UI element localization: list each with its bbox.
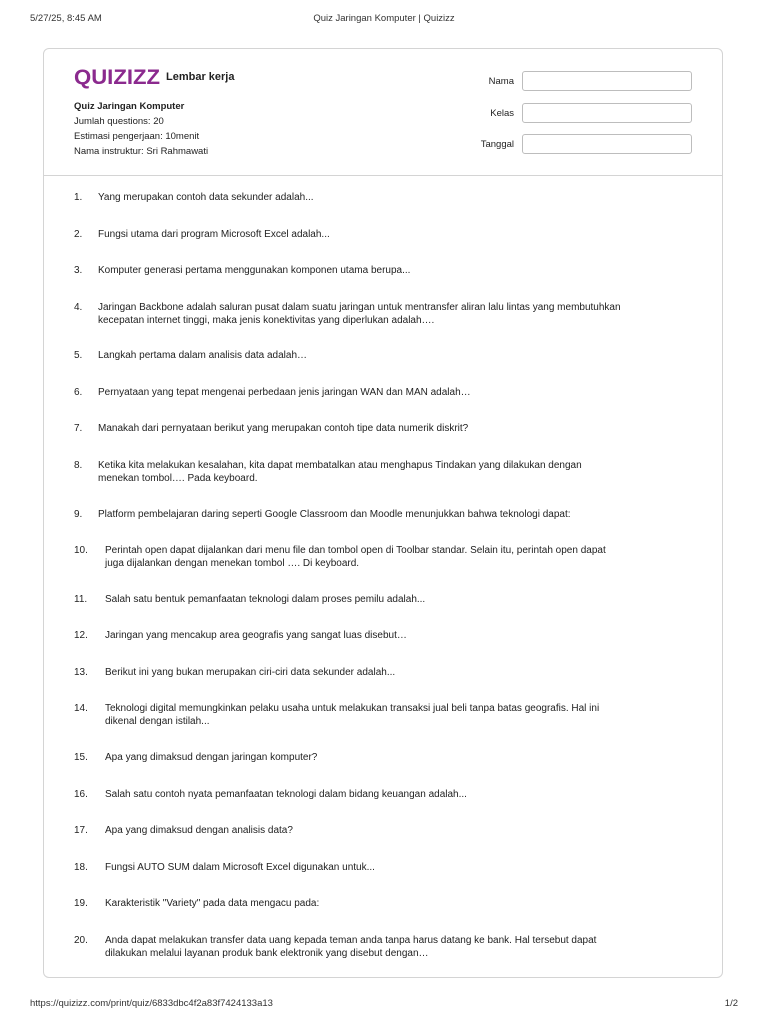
class-field-row [462,103,692,123]
svg-text:QUIZIZZ: QUIZIZZ [74,66,160,89]
question-text [105,789,694,802]
question-text [98,192,694,205]
question-number: 19. [74,898,88,909]
question-item [74,229,694,242]
instructor-name: Nama instruktur: Sri Rahmawati [74,146,209,157]
question-text-line: Apa yang dimaksud dengan jaringan komputer? [105,752,318,763]
question-text [98,460,694,485]
question-number: 8. [74,460,83,471]
question-text-line: Komputer generasi pertama menggunakan komponen utama berupa... [98,265,411,276]
question-item [74,898,694,911]
question-item [74,387,694,400]
question-number: 14. [74,703,88,714]
question-number: 16. [74,789,88,800]
question-number: 9. [74,509,83,520]
question-text-line: Anda dapat melakukan transfer data uang kepada teman anda tanpa harus datang ke bank. Hal tersebut dapat [105,935,597,946]
question-number: 4. [74,302,83,313]
question-number: 7. [74,423,83,434]
worksheet-header [44,49,722,176]
question-number: 5. [74,350,83,361]
print-url: https://quizizz.com/print/quiz/6833dbc4f2a83f7424133a13 [30,998,273,1009]
question-number: 20. [74,935,88,946]
question-number: 6. [74,387,83,398]
question-number: 18. [74,862,88,873]
question-number: 17. [74,825,88,836]
page-number: 1/2 [724,998,738,1009]
question-text [105,862,694,875]
question-number: 13. [74,667,88,678]
question-text-line: menekan tombol…. Pada keyboard. [98,472,258,484]
question-count: Jumlah questions: 20 [74,116,164,127]
question-number: 1. [74,192,83,203]
question-text-line: Berikut ini yang bukan merupakan ciri-ciri data sekunder adalah... [105,667,396,678]
question-text [98,302,694,327]
question-text-line: Manakah dari pernyataan berikut yang merupakan contoh tipe data numerik diskrit? [98,423,469,434]
worksheet [43,48,723,978]
question-text-line: Perintah open dapat dijalankan dari menu file dan tombol open di Toolbar standar. Selain itu, perintah open dapat [105,545,606,556]
question-text-line: Yang merupakan contoh data sekunder adalah... [98,192,314,203]
question-text-line: Fungsi utama dari program Microsoft Excel adalah... [98,229,330,240]
question-text-line: kecepatan internet tinggi, maka jenis konektivitas yang diperlukan adalah…. [98,314,435,326]
question-number: 2. [74,229,83,240]
name-input[interactable] [522,71,692,91]
question-text-line: juga dijalankan dengan menekan tombol …. Di keyboard. [105,557,360,569]
question-text [98,423,694,436]
question-text-line: dilakukan melalui layanan produk bank elektronik yang disebut dengan… [105,947,429,959]
print-datetime: 5/27/25, 8:45 AM [30,13,102,24]
question-item [74,192,694,205]
date-input[interactable] [522,134,692,154]
quizizz-logo [74,65,160,89]
quiz-title: Quiz Jaringan Komputer [74,101,185,112]
question-text [105,935,694,960]
question-text-line: Apa yang dimaksud dengan analisis data? [105,825,293,836]
date-field-row [462,134,692,154]
question-text [98,265,694,278]
question-text-line: dikenal dengan istilah... [105,715,210,727]
question-text [98,387,694,400]
print-footer [30,998,738,1012]
question-item [74,862,694,875]
question-item [74,789,694,802]
question-text-line: Fungsi AUTO SUM dalam Microsoft Excel digunakan untuk... [105,862,375,873]
name-field-row [462,71,692,91]
brand-row [74,65,234,89]
question-text-line: Pernyataan yang tepat mengenai perbedaan jenis jaringan WAN dan MAN adalah… [98,387,471,398]
question-item [74,350,694,363]
date-label: Tanggal [480,139,514,150]
print-page-title: Quiz Jaringan Komputer | Quizizz [313,13,455,24]
sheet-type-label: Lembar kerja [166,71,235,83]
question-text [105,545,694,570]
quiz-meta [74,99,208,159]
question-item [74,509,694,522]
question-item [74,265,694,278]
question-item [74,825,694,838]
question-text [105,703,694,728]
question-item [74,545,694,570]
question-item [74,935,694,960]
question-text [98,350,694,363]
question-item [74,703,694,728]
question-text-line: Salah satu contoh nyata pemanfaatan teknologi dalam bidang keuangan adalah... [105,789,467,800]
question-number: 15. [74,752,88,763]
question-text [105,667,694,680]
question-text-line: Teknologi digital memungkinkan pelaku usaha untuk melakukan transaksi jual beli tanpa batas geografis. Hal ini [105,703,600,714]
question-text-line: Langkah pertama dalam analisis data adalah… [98,350,308,361]
question-number: 12. [74,630,88,641]
question-number: 11. [74,594,88,605]
time-estimate: Estimasi pengerjaan: 10menit [74,131,200,142]
question-number: 3. [74,265,83,276]
question-number: 10. [74,545,88,556]
question-text-line: Salah satu bentuk pemanfaatan teknologi dalam proses pemilu adalah... [105,594,426,605]
question-item [74,630,694,643]
question-item [74,460,694,485]
name-label: Nama [488,76,514,87]
question-item [74,752,694,765]
question-text [105,898,694,911]
question-item [74,302,694,327]
class-input[interactable] [522,103,692,123]
question-text [105,752,694,765]
class-label: Kelas [490,108,514,119]
question-item [74,423,694,436]
question-item [74,594,694,607]
question-list [44,175,722,977]
question-text [105,594,694,607]
question-item [74,667,694,680]
question-text [105,630,694,643]
print-header [30,13,738,27]
question-text [105,825,694,838]
question-text [98,509,694,522]
question-text-line: Ketika kita melakukan kesalahan, kita dapat membatalkan atau menghapus Tindakan yang dilakukan dengan [98,460,582,471]
question-text-line: Jaringan yang mencakup area geografis yang sangat luas disebut… [105,630,407,641]
question-text-line: Platform pembelajaran daring seperti Google Classroom dan Moodle menunjukkan bahwa teknologi dapat: [98,509,571,520]
question-text-line: Karakteristik "Variety" pada data mengacu pada: [105,898,320,909]
question-text-line: Jaringan Backbone adalah saluran pusat dalam suatu jaringan untuk mentransfer aliran lalu lintas yang membutuhkan [98,302,621,313]
question-text [98,229,694,242]
